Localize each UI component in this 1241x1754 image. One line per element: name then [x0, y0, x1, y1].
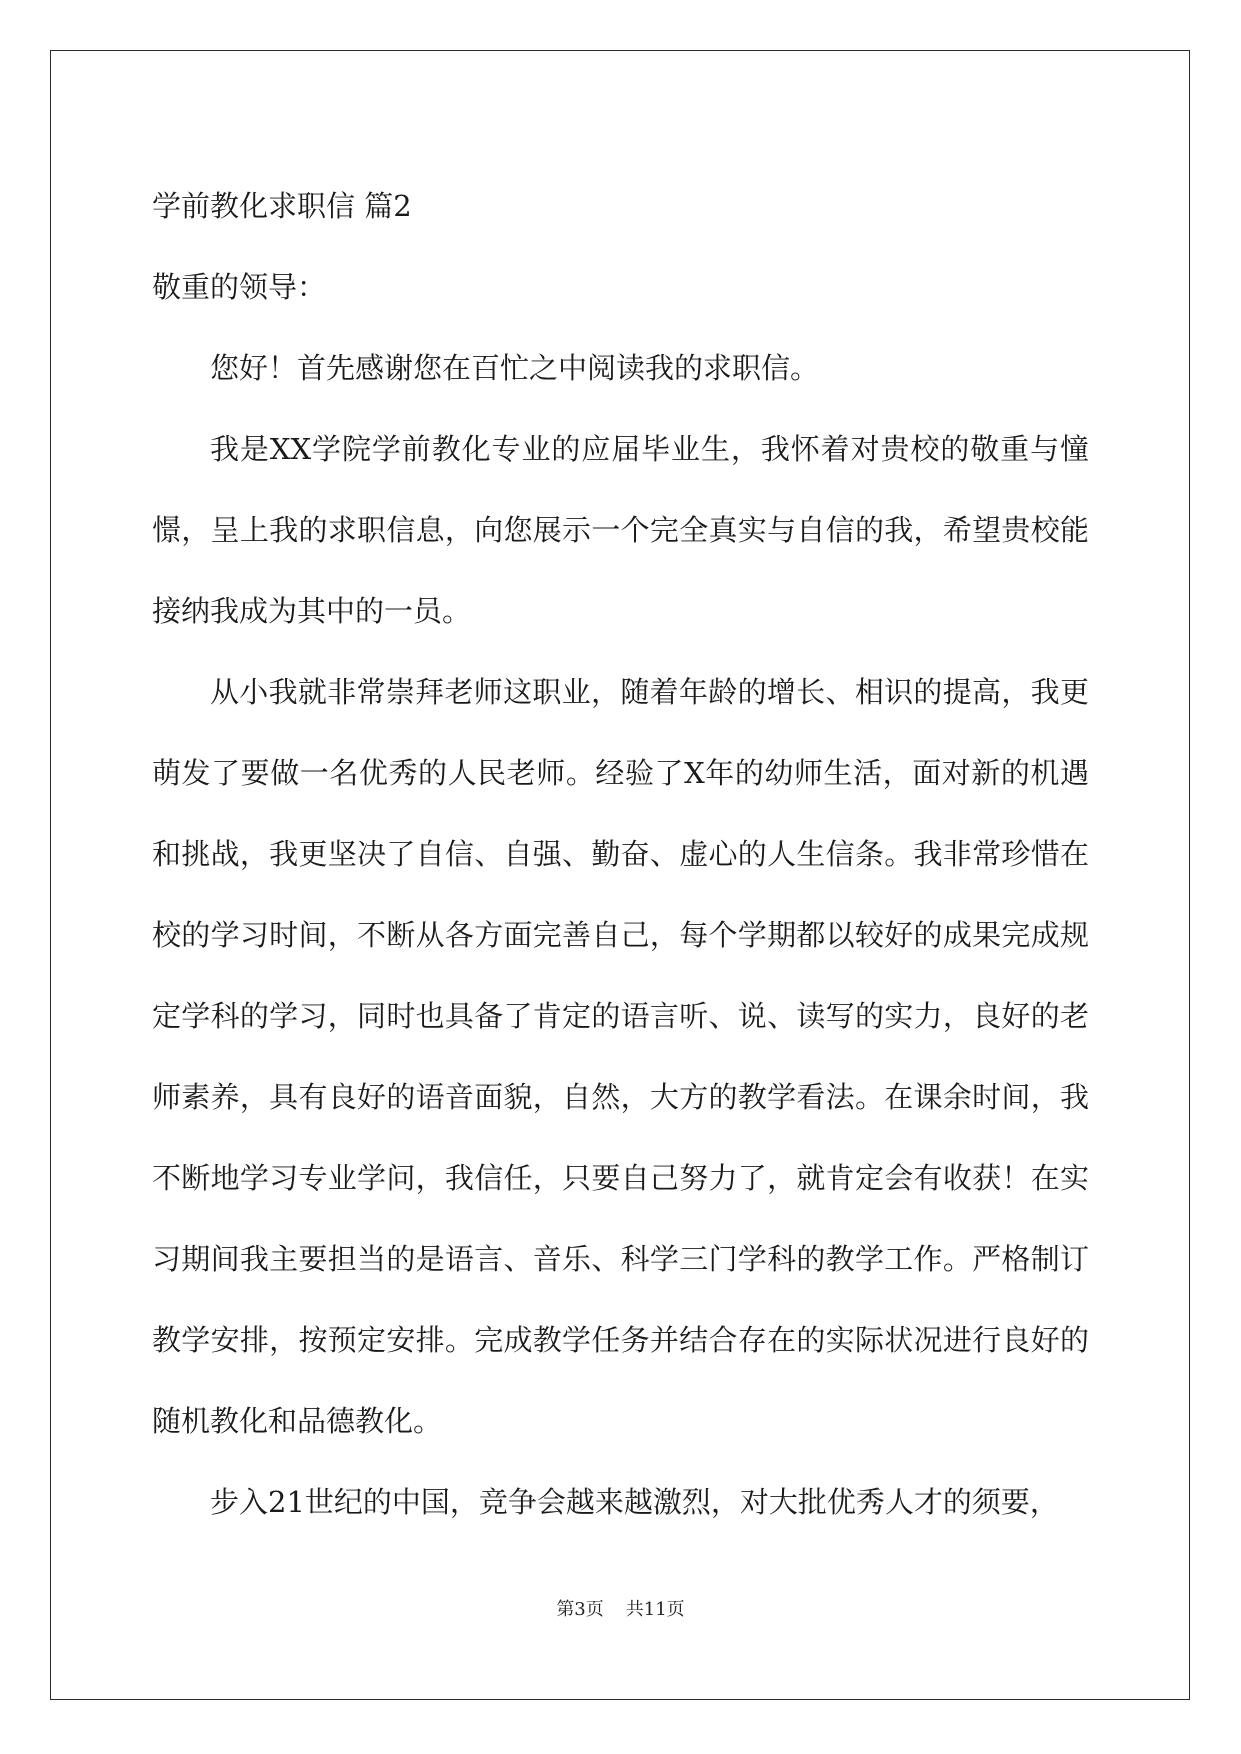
- page-number: 第3页: [556, 1599, 604, 1620]
- page-footer: [0, 1595, 1241, 1621]
- paragraph-experience: 从小我就非常崇拜老师这职业，随着年龄的增长、相识的提高，我更萌发了要做一名优秀的人民老师。经验了X年的幼师生活，面对新的机遇和挑战，我更坚决了自信、自强、勤奋、虚心的人生信条。我非常珍惜在校的学习时间，不断从各方面完善自己，每个学期都以较好的成果完成规定学科的学习，同时也具备了肯定的语言听、说、读写的实力，良好的老师素养，具有良好的语音面貌，自然，大方的教学看法。在课余时间，我不断地学习专业学问，我信任，只要自己努力了，就肯定会有收获！在实习期间我主要担当的是语言、音乐、科学三门学科的教学工作。严格制订教学安排，按预定安排。完成教学任务并结合存在的实际状况进行良好的随机教化和品德教化。: [152, 675, 1089, 1438]
- paragraph-outlook: 步入21世纪的中国，竞争会越来越激烈，对大批优秀人才的须要，: [210, 1485, 1059, 1519]
- document-body: [152, 166, 1089, 1543]
- page-total: 共11页: [625, 1599, 685, 1620]
- paragraph-greeting: 您好！首先感谢您在百忙之中阅读我的求职信。: [210, 351, 820, 385]
- salutation: 敬重的领导：: [152, 270, 327, 304]
- paragraph-introduction: 我是XX学院学前教化专业的应届毕业生，我怀着对贵校的敬重与憧憬，呈上我的求职信息，向您展示一个完全真实与自信的我，希望贵校能接纳我成为其中的一员。: [152, 432, 1089, 628]
- document-title: 学前教化求职信 篇2: [152, 189, 412, 223]
